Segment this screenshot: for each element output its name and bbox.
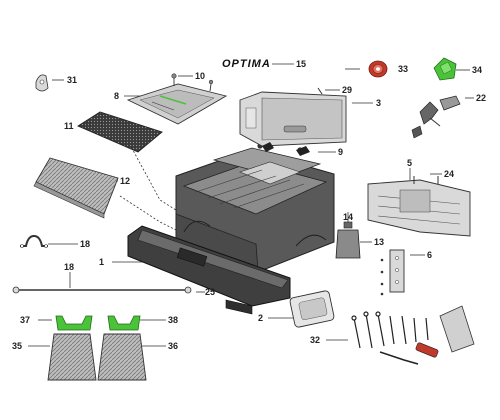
callout-35: 35 [12, 341, 23, 351]
part-2-cover-plate [289, 290, 334, 328]
callout-37: 37 [20, 315, 31, 325]
part-8-storage-tray [128, 84, 226, 124]
part-11-floor-mat [78, 112, 162, 152]
callout-12: 12 [120, 176, 131, 186]
part-3-tailgate [240, 88, 346, 146]
part-1-cargo-body [128, 143, 334, 314]
callout-22: 22 [476, 93, 487, 103]
callout-32: 32 [310, 335, 321, 345]
callout-2: 2 [258, 313, 264, 323]
callout-13: 13 [374, 237, 385, 247]
callout-29: 29 [342, 85, 353, 95]
callout-31: 31 [67, 75, 78, 85]
callout-18-cable: 18 [64, 262, 75, 272]
callout-5: 5 [407, 158, 413, 168]
part-6-hinge-plate [381, 250, 404, 295]
callout-18-bracket: 18 [80, 239, 91, 249]
part-38-green-bracket [108, 316, 140, 330]
callout-14: 14 [343, 212, 354, 222]
callout-1: 1 [99, 257, 105, 267]
part-5-rear-panel [368, 176, 470, 236]
part-32-tool-kit [352, 306, 474, 364]
part-33-red-coil [369, 61, 387, 77]
callout-6: 6 [427, 250, 433, 260]
callout-11: 11 [64, 121, 74, 131]
part-34-green-cap [434, 58, 456, 80]
part-13-bottle [336, 222, 360, 258]
part-35-mud-flap [48, 334, 96, 380]
callout-24: 24 [444, 169, 455, 179]
part-37-green-bracket [56, 316, 92, 330]
part-31-hook [36, 75, 48, 91]
callout-36: 36 [168, 341, 179, 351]
callout-38: 38 [168, 315, 179, 325]
callout-25: 25 [205, 287, 216, 297]
part-18-cable [13, 287, 191, 293]
callout-10: 10 [195, 71, 206, 81]
part-22-latch [412, 96, 460, 138]
callout-8: 8 [114, 91, 120, 101]
part-12-grille-panel [34, 158, 118, 218]
callout-34: 34 [472, 65, 483, 75]
callout-33: 33 [398, 64, 409, 74]
part-36-mud-flap [98, 334, 146, 380]
callout-15: 15 [296, 59, 307, 69]
part-18-bracket [20, 236, 48, 248]
brand-label: OPTIMA [222, 58, 271, 70]
callout-3: 3 [376, 98, 382, 108]
callout-9: 9 [338, 147, 344, 157]
